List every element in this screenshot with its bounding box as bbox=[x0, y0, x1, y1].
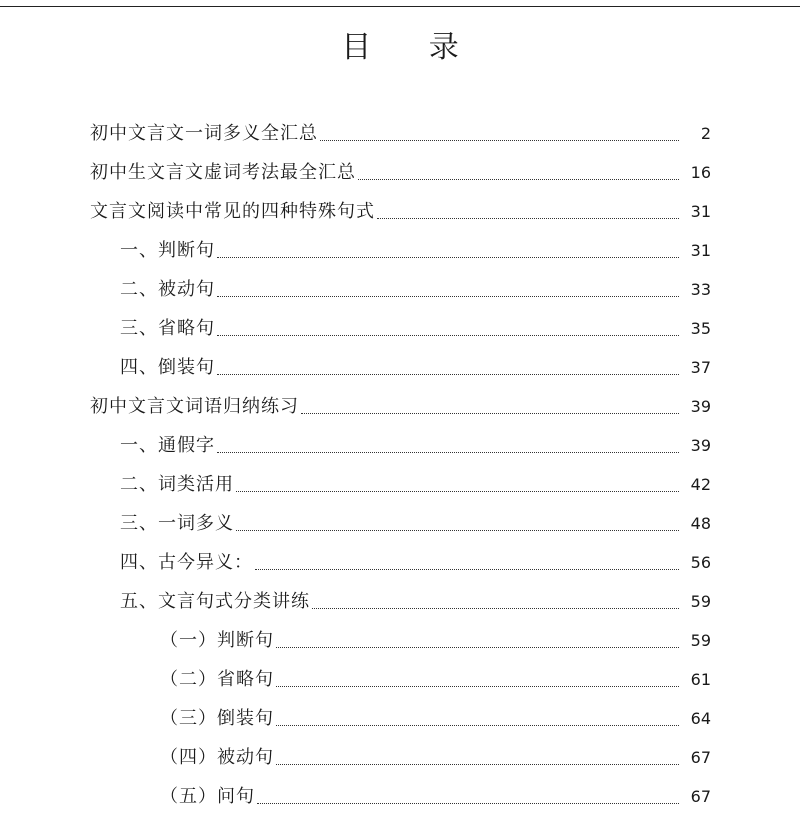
dot-leader bbox=[276, 725, 679, 726]
dot-leader bbox=[276, 647, 679, 648]
toc-entry-text: 初中生文言文虚词考法最全汇总 bbox=[90, 162, 356, 183]
toc-page-number: 31 bbox=[690, 202, 711, 221]
toc-entry-text: 一、判断句 bbox=[120, 240, 215, 261]
dot-leader bbox=[276, 764, 679, 765]
toc-entry-text: 文言文阅读中常见的四种特殊句式 bbox=[90, 201, 375, 222]
dot-leader bbox=[358, 179, 679, 180]
toc-entry[interactable] bbox=[0, 658, 800, 697]
toc-entry-text: （四）被动句 bbox=[160, 747, 274, 768]
toc-entry-text: 二、词类活用 bbox=[120, 474, 234, 495]
toc-entry[interactable] bbox=[0, 502, 800, 541]
toc-entry-text: （五）问句 bbox=[160, 786, 255, 807]
toc-entry[interactable] bbox=[0, 307, 800, 346]
toc-entry[interactable] bbox=[0, 385, 800, 424]
toc-list bbox=[0, 112, 800, 814]
toc-entry[interactable] bbox=[0, 775, 800, 814]
top-rule bbox=[0, 6, 800, 7]
toc-page-number: 39 bbox=[690, 397, 711, 416]
dot-leader bbox=[217, 374, 679, 375]
toc-page-number: 39 bbox=[690, 436, 711, 455]
toc-page-number: 59 bbox=[690, 631, 711, 650]
toc-page-number: 64 bbox=[690, 709, 711, 728]
page-title: 目 录 bbox=[341, 30, 483, 65]
dot-leader bbox=[255, 569, 679, 570]
toc-entry-text: （一）判断句 bbox=[160, 630, 274, 651]
dot-leader bbox=[236, 491, 679, 492]
toc-entry-text: 初中文言文一词多义全汇总 bbox=[90, 123, 318, 144]
toc-entry-text: 四、倒装句 bbox=[120, 357, 215, 378]
dot-leader bbox=[257, 803, 679, 804]
toc-entry[interactable] bbox=[0, 424, 800, 463]
toc-entry[interactable] bbox=[0, 112, 800, 151]
dot-leader bbox=[320, 140, 679, 141]
toc-page-number: 31 bbox=[690, 241, 711, 260]
toc-entry[interactable] bbox=[0, 268, 800, 307]
toc-page-number: 35 bbox=[690, 319, 711, 338]
toc-page-number: 56 bbox=[690, 553, 711, 572]
toc-entry[interactable] bbox=[0, 229, 800, 268]
toc-entry-text: （二）省略句 bbox=[160, 669, 274, 690]
toc-page-number: 37 bbox=[690, 358, 711, 377]
toc-entry-text: （三）倒装句 bbox=[160, 708, 274, 729]
toc-entry[interactable] bbox=[0, 736, 800, 775]
toc-entry[interactable] bbox=[0, 346, 800, 385]
dot-leader bbox=[276, 686, 679, 687]
toc-page-number: 16 bbox=[690, 163, 711, 182]
dot-leader bbox=[301, 413, 679, 414]
dot-leader bbox=[217, 257, 679, 258]
toc-page-number: 48 bbox=[690, 514, 711, 533]
toc-entry-text: 一、通假字 bbox=[120, 435, 215, 456]
toc-entry-text: 三、省略句 bbox=[120, 318, 215, 339]
toc-entry[interactable] bbox=[0, 463, 800, 502]
toc-entry-text: 初中文言文词语归纳练习 bbox=[90, 396, 299, 417]
toc-page-number: 67 bbox=[690, 787, 711, 806]
dot-leader bbox=[236, 530, 679, 531]
toc-page-number: 67 bbox=[690, 748, 711, 767]
toc-page-number: 61 bbox=[690, 670, 711, 689]
toc-page-number: 59 bbox=[690, 592, 711, 611]
dot-leader bbox=[377, 218, 679, 219]
toc-page-number: 42 bbox=[690, 475, 711, 494]
toc-entry-text: 三、一词多义 bbox=[120, 513, 234, 534]
toc-page-number: 33 bbox=[690, 280, 711, 299]
toc-entry[interactable] bbox=[0, 619, 800, 658]
toc-entry[interactable] bbox=[0, 580, 800, 619]
toc-entry[interactable] bbox=[0, 151, 800, 190]
dot-leader bbox=[217, 335, 679, 336]
toc-entry[interactable] bbox=[0, 697, 800, 736]
toc-entry[interactable] bbox=[0, 190, 800, 229]
toc-entry-text: 二、被动句 bbox=[120, 279, 215, 300]
dot-leader bbox=[312, 608, 679, 609]
dot-leader bbox=[217, 452, 679, 453]
toc-entry-text: 五、文言句式分类讲练 bbox=[120, 591, 310, 612]
toc-entry-text: 四、古今异义： bbox=[120, 552, 253, 573]
toc-page-number: 2 bbox=[700, 124, 711, 143]
dot-leader bbox=[217, 296, 679, 297]
toc-entry[interactable] bbox=[0, 541, 800, 580]
